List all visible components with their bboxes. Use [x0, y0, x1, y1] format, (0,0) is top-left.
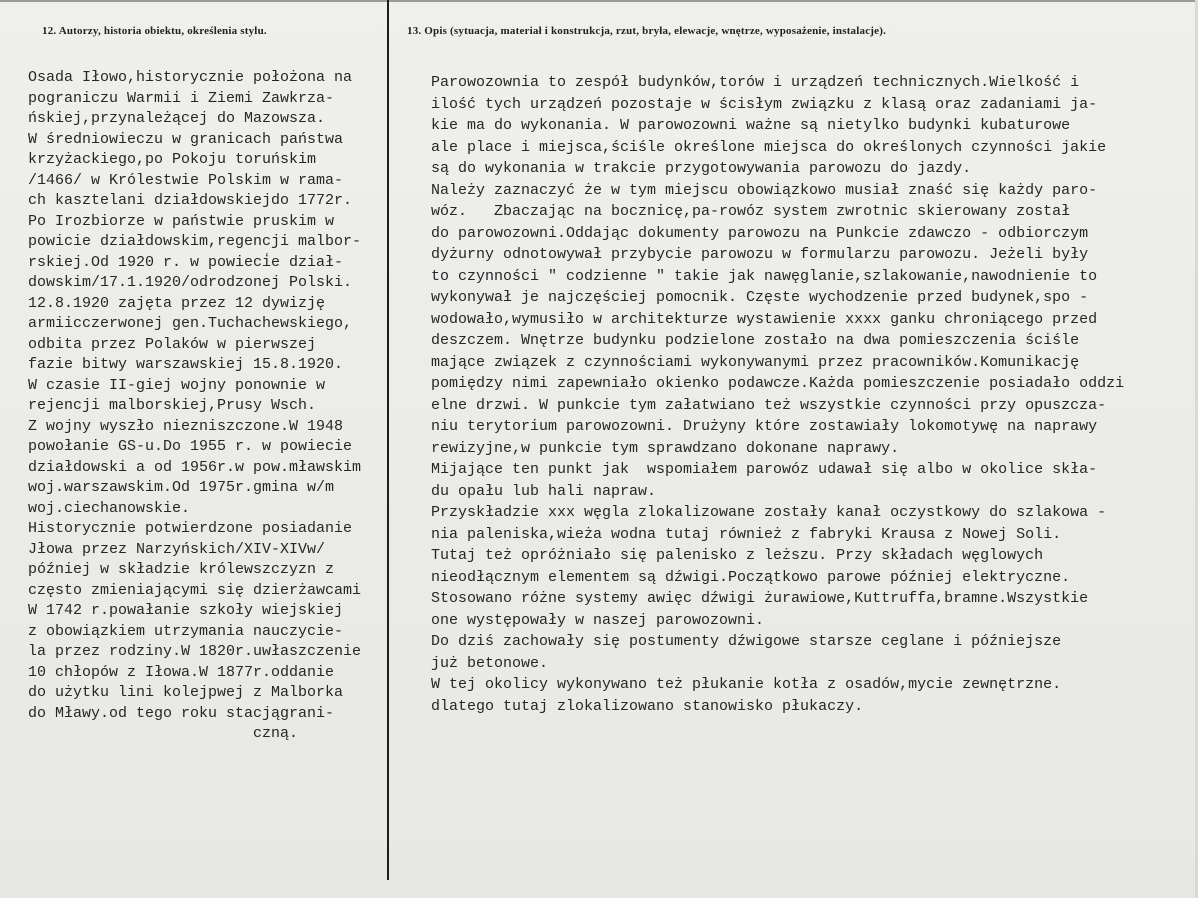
history-text-line: fazie bitwy warszawskiej 15.8.1920.	[28, 356, 344, 373]
history-text-line: W czasie II-giej wojny ponownie w	[28, 376, 326, 394]
description-text-line: nia paleniska,wieża wodna tutaj również z fabryki Krausa z Nowej Soli.	[431, 525, 1062, 543]
top-rule	[0, 0, 1198, 2]
description-text-line: Tutaj też opróżniało się palenisko z leższu. Przy składach węglowych	[431, 547, 1044, 564]
description-text-line: W tej okolicy wykonywano też płukanie kotła z osadów,mycie zewnętrzne.	[431, 676, 1062, 693]
description-text-line: rewizyjne,w punkcie tym sprawdzano dokonane naprawy.	[431, 439, 900, 457]
history-text-line: czną.	[28, 725, 299, 742]
history-text-line: ch kasztelani działdowskiejdo 1772r.	[28, 192, 353, 209]
section-12-heading: 12. Autorzy, historia obiektu, określenia stylu.	[42, 25, 267, 37]
description-text-line: do parowozowni.Oddając dokumenty parowozu na Punkcie zdawczo - odbiorczym	[431, 224, 1089, 242]
history-text-line: z obowiązkiem utrzymania nauczycie-	[28, 622, 344, 640]
history-text-line: często zmieniającymi się dzierżawcami	[28, 581, 362, 599]
history-text-line: Osada Iłowo,historycznie położona na	[28, 69, 353, 86]
description-text-line: nieodłącznym elementem są dźwigi.Początkowo parowe później elektryczne.	[431, 568, 1071, 586]
description-text-line: Parowozownia to zespół budynków,torów i urządzeń technicznych.Wielkość i	[431, 74, 1080, 91]
history-text-line: W średniowieczu w granicach państwa	[28, 130, 344, 148]
description-text-line: są do wykonania w trakcie przygotowywania parowozu do jazdy.	[431, 160, 972, 177]
history-text-line: rejencji malborskiej,Prusy Wsch.	[28, 397, 317, 414]
description-text-line: już betonowe.	[431, 654, 549, 672]
history-text-line: powołanie GS-u.Do 1955 r. w powiecie	[28, 438, 353, 455]
history-text-line: Jłowa przez Narzyńskich/XIV-XIVw/	[28, 540, 326, 558]
description-text-line: ilość tych urządzeń pozostaje w ścisłym związku z klasą oraz zadaniami ja-	[431, 95, 1098, 113]
description-text-line: du opału lub hali napraw.	[431, 482, 657, 500]
history-text-line: /1466/ w Królestwie Polskim w rama-	[28, 171, 344, 189]
history-text-line: Historycznie potwierdzone posiadanie	[28, 520, 353, 537]
history-text-line: 10 chłopów z Iłowa.W 1877r.oddanie	[28, 663, 335, 681]
history-text-line: pograniczu Warmii i Ziemi Zawkrza-	[28, 89, 335, 107]
history-text-line: powicie działdowskim,regencji malbor-	[28, 233, 362, 250]
history-text-line: 12.8.1920 zajęta przez 12 dywizję	[28, 294, 326, 312]
description-text-line: Stosowano różne systemy awięc dźwigi żurawiowe,Kuttruffa,bramne.Wszystkie	[431, 590, 1089, 607]
history-text-line: Z wojny wyszło niezniszczone.W 1948	[28, 417, 344, 435]
history-text-line: dowskim/17.1.1920/odrodzonej Polski.	[28, 274, 353, 291]
description-text-line: mające związek z czynnościami wykonywanymi przez pracowników.Komunikację	[431, 353, 1080, 371]
description-text-line: Do dziś zachowały się postumenty dźwigowe starsze ceglane i późniejsze	[431, 633, 1062, 650]
history-text-line: W 1742 r.powałanie szkoły wiejskiej	[28, 602, 344, 619]
description-text-line: wóz. Zbaczając na bocznicę,pa-rowóz system zwrotnic skierowany został	[431, 203, 1071, 220]
history-text-line: ńskiej,przynależącej do Mazowsza.	[28, 110, 326, 127]
description-text-line: ale place i miejsca,ściśle określone miejsca do określonych czynności jakie	[431, 138, 1107, 156]
history-text-line: la przez rodziny.W 1820r.uwłaszczenie	[28, 643, 362, 660]
history-text-column	[28, 68, 398, 745]
description-text-line: Należy zaznaczyć że w tym miejscu obowiązkowo musiał znaść się każdy paro-	[431, 181, 1098, 199]
history-text-line: do użytku lini kolejpwej z Malborka	[28, 684, 344, 701]
history-text-line: działdowski a od 1956r.w pow.mławskim	[28, 458, 362, 476]
description-text-line: wodowało,wymusiło w architekturze wystawienie xxxx ganku chroniącego przed	[431, 310, 1098, 328]
history-text-line: krzyżackiego,po Pokoju toruńskim	[28, 151, 317, 168]
section-13-heading: 13. Opis (sytuacja, materiał i konstrukcja, rzut, bryła, elewacje, wnętrze, wyposażenie, instalacje).	[407, 25, 887, 37]
history-text-line: rskiej.Od 1920 r. w powieci̇e dział-	[28, 253, 344, 271]
description-text-line: dlatego tutaj zlokalizowano stanowisko płukaczy.	[431, 697, 864, 715]
history-text-line: Po Irozbiorze w państwie pruskim w	[28, 212, 335, 230]
history-text-line: do Mławy.od tego roku stacjągrani-	[28, 704, 335, 722]
history-text-line: odbita przez Polaków w pierwszej	[28, 335, 317, 353]
description-text-line: Przyskładzie xxx węgla zlokalizowane zostały kanał oczystkowy do szlakowa -	[431, 504, 1107, 521]
description-text-line: elne drzwi. W punkcie tym załatwiano też wszystkie czynności przy opuszcza-	[431, 396, 1107, 414]
description-text-line: niu terytorium parowozowni. Drużyny które zostawiały lokomotywę na naprawy	[431, 418, 1098, 435]
history-text-line: woj.warszawskim.Od 1975r.gmina w/m	[28, 479, 335, 496]
description-text-line: kie ma do wykonania. W parowozowni ważne są nietylko budynki kubaturowe	[431, 117, 1071, 134]
description-text-line: one występowały w naszej parowozowni.	[431, 611, 765, 629]
description-text-line: dyżurny odnotowywał przybycie parowozu w formularzu parowozu. Jeżeli były	[431, 246, 1089, 263]
history-text-line: woj.ciechanowskie.	[28, 499, 191, 517]
history-text-line: później w składzie królewszczyzn z	[28, 561, 335, 578]
description-text-line: Mijające ten punkt jak wspomiałem parowóz udawał się albo w okolice skła-	[431, 461, 1098, 478]
description-text-line: wykonywał je najczęściej pomocnik. Częste wychodzenie przed budynek,spo -	[431, 289, 1089, 306]
description-text-line: pomiędzy nimi zapewniało okienko podawcze.Każda pomieszczenie posiadało oddzi	[431, 375, 1125, 392]
description-text-column	[431, 72, 1191, 717]
description-text-line: deszczem. Wnętrze budynku podzielone zostało na dwa pomieszczenia ściśle	[431, 332, 1080, 349]
description-text-line: to czynności " codzienne " takie jak nawęglanie,szlakowanie,nawodnienie to	[431, 267, 1098, 285]
history-text-line: armiicczerwonej gen.Tuchachewskiego,	[28, 315, 353, 332]
